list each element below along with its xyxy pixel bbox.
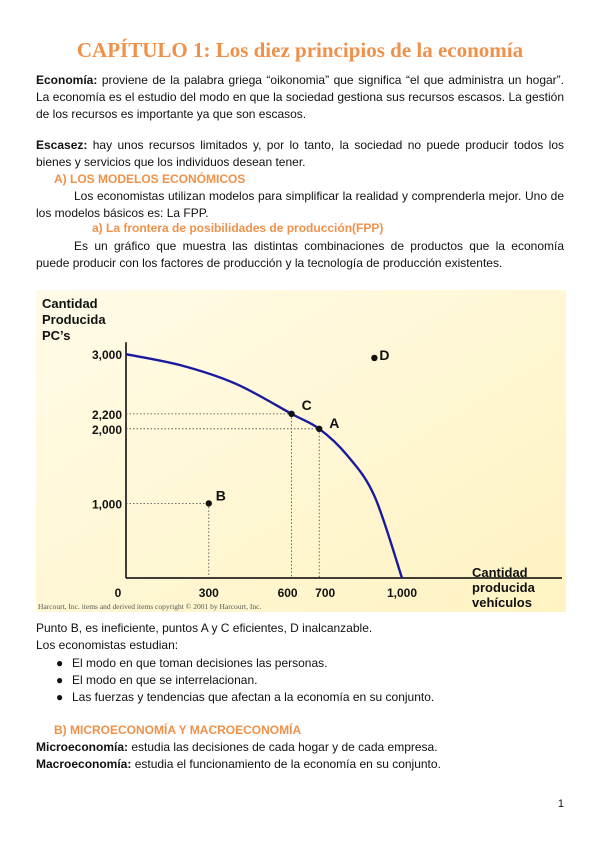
term-macro: Macroeconomía: <box>36 757 132 771</box>
point-label: C <box>301 396 312 413</box>
fpp-chart <box>36 290 566 612</box>
definition-micro-text: estudia las decisiones de cada hogar y de cada empresa. <box>128 740 438 754</box>
list-item <box>36 672 564 689</box>
y-axis-label: PC’s <box>42 328 71 343</box>
economists-intro: Los economistas estudian: <box>36 638 179 652</box>
term-economia: Economía: <box>36 73 98 87</box>
definition-escasez <box>36 137 564 171</box>
page-number: 1 <box>557 798 564 810</box>
y-tick-label: 3,000 <box>91 348 122 363</box>
list-item <box>36 689 564 706</box>
bullet-icon: ● <box>56 690 64 704</box>
bullet-icon: ● <box>56 673 64 687</box>
term-escasez: Escasez: <box>36 138 88 152</box>
heading-modelos: A) LOS MODELOS ECONÓMICOS <box>54 172 246 186</box>
list-item-text: Las fuerzas y tendencias que afectan a la economía en su conjunto. <box>72 690 435 704</box>
x-axis-label: producida <box>472 580 535 595</box>
definition-escasez-text: hay unos recursos limitados y, por lo tanto, la sociedad no puede producir todos los bienes y servicios que los individuos desean tener. <box>36 138 564 169</box>
x-axis-label: Cantidad <box>472 565 528 580</box>
point-d <box>371 355 377 361</box>
y-tick-label: 2,200 <box>91 407 122 422</box>
point-label: B <box>215 487 226 504</box>
x-axis-label: vehículos <box>472 595 532 610</box>
definition-micro <box>36 739 564 756</box>
list-item <box>36 655 564 672</box>
definition-macro-text: estudia el funcionamiento de la economía en su conjunto. <box>131 757 441 771</box>
x-tick-label: 300 <box>198 586 219 600</box>
paragraph-modelos: Los economistas utilizan modelos para simplificar la realidad y comprenderla mejor. Uno de los modelos básicos es: La FPP. <box>36 189 564 220</box>
topics-list <box>36 655 564 706</box>
x-tick-label: 700 <box>315 586 336 600</box>
term-micro: Microeconomía: <box>36 740 129 754</box>
x-tick-label: 600 <box>277 586 298 600</box>
chart-conclusion: Punto B, es ineficiente, puntos A y C eficientes, D inalcanzable. <box>36 621 373 635</box>
y-tick-label: 1,000 <box>91 497 122 512</box>
heading-micro-macro: B) MICROECONOMÍA Y MACROECONOMÍA <box>54 723 302 737</box>
point-c <box>288 411 294 417</box>
x-tick-label: 0 <box>114 586 122 600</box>
heading-fpp: a) La frontera de posibilidades de producción(FPP) <box>92 221 384 235</box>
bullet-icon: ● <box>56 656 64 670</box>
y-axis-label: Producida <box>42 312 106 327</box>
point-label: A <box>329 414 340 431</box>
definition-economia-text: proviene de la palabra griega “oikonomia” que significa “el que administra un hogar”. La economía es el estudio del modo en que la sociedad gestiona sus recursos escasos. La gestión de los recursos es importante ya que son escasos. <box>36 73 564 121</box>
point-b <box>206 500 212 506</box>
point-label: D <box>379 346 390 363</box>
y-tick-label: 2,000 <box>91 422 122 437</box>
definition-economia <box>36 72 564 123</box>
chapter-title: CAPÍTULO 1: Los diez principios de la economía <box>76 38 524 62</box>
x-tick-label: 1,000 <box>386 586 418 600</box>
paragraph-fpp: Es un gráfico que muestra las distintas combinaciones de productos que la economía puede producir con los factores de producción y la tecnología de producción existentes. <box>36 239 564 270</box>
y-axis-label: Cantidad <box>42 296 98 311</box>
point-a <box>316 426 322 432</box>
definition-macro <box>36 756 564 773</box>
chart-background <box>36 290 566 612</box>
copyright-caption: Harcourt, Inc. items and derived items copyright © 2001 by Harcourt, Inc. <box>38 602 262 611</box>
list-item-text: El modo en que se interrelacionan. <box>72 673 258 687</box>
list-item-text: El modo en que toman decisiones las personas. <box>72 656 328 670</box>
